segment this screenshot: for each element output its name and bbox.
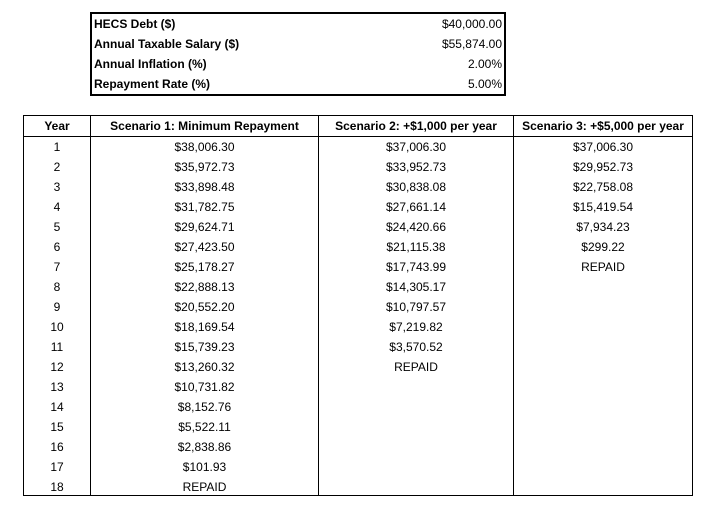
input-label: HECS Debt ($) xyxy=(94,17,176,31)
input-value: $55,874.00 xyxy=(441,37,502,51)
year-header: Year xyxy=(24,116,90,137)
scenario-1-balance-cell: $25,178.27 xyxy=(174,260,235,274)
scenario-1-balance-cell: $10,731.82 xyxy=(174,380,235,394)
year-cell: 9 xyxy=(53,300,61,314)
scenario-2-balance-cell: $7,219.82 xyxy=(389,320,443,334)
year-cell: 18 xyxy=(50,480,64,494)
scenario-1-balance-cell: $38,006.30 xyxy=(174,140,235,154)
input-row-salary xyxy=(92,34,504,54)
scenario-2-balance-cell: $3,570.52 xyxy=(389,340,443,354)
year-cell: 7 xyxy=(53,260,61,274)
scenario-1-balance-cell: REPAID xyxy=(182,480,227,494)
year-cell: 2 xyxy=(53,160,61,174)
scenario-2-balance-cell: $21,115.38 xyxy=(386,240,446,254)
scenario-1-balance-cell: $15,739.23 xyxy=(174,340,235,354)
input-row-hecs-debt xyxy=(92,14,504,34)
scenario-1-balance-cell: $13,260.32 xyxy=(174,360,235,374)
input-row-repayment-rate xyxy=(92,74,504,94)
scenario-1-balance-cell: $22,888.13 xyxy=(174,280,235,294)
scenario-1-balance-cell: $18,169.54 xyxy=(174,320,235,334)
input-label: Repayment Rate (%) xyxy=(94,77,211,91)
scenario-1-balance-cell: $35,972.73 xyxy=(174,160,235,174)
input-label: Annual Inflation (%) xyxy=(94,57,207,71)
input-value: 2.00% xyxy=(467,57,502,71)
input-row-inflation xyxy=(92,54,504,74)
scenario-3-balance-cell: REPAID xyxy=(581,260,625,274)
year-cell: 14 xyxy=(50,400,64,414)
scenario-2-balance-cell: $10,797.57 xyxy=(385,300,447,314)
scenario-table xyxy=(23,115,693,496)
scenario-2-balance-cell: $30,838.08 xyxy=(385,180,447,194)
scenario-3-balance-cell: $7,934.23 xyxy=(576,220,630,234)
scenario-2-balance-cell: $14,305.17 xyxy=(385,280,447,294)
year-cell: 8 xyxy=(53,280,61,294)
year-cell: 12 xyxy=(50,360,64,374)
input-value: $40,000.00 xyxy=(441,17,502,31)
scenario-1-balance-cell: $33,898.48 xyxy=(174,180,235,194)
input-label: Annual Taxable Salary ($) xyxy=(94,37,240,51)
year-cell: 1 xyxy=(53,140,61,154)
year-cell: 15 xyxy=(50,420,64,434)
scenario-1-header: Scenario 1: Minimum Repayment xyxy=(91,116,318,137)
year-cell: 4 xyxy=(53,200,61,214)
scenario-3-balance-cell: $299.22 xyxy=(581,240,625,254)
scenario-3-balance-cell: $15,419.54 xyxy=(572,200,634,214)
year-cell: 16 xyxy=(50,440,64,454)
scenario-2-balance-cell: $27,661.14 xyxy=(385,200,447,214)
scenario-2-balance-cell: $37,006.30 xyxy=(385,140,447,154)
input-value: 5.00% xyxy=(467,77,502,91)
scenario-1-balance-cell: $20,552.20 xyxy=(174,300,235,314)
scenario-2-column xyxy=(319,116,514,495)
year-column xyxy=(24,116,91,495)
year-cell: 6 xyxy=(53,240,61,254)
scenario-3-balance-cell: $29,952.73 xyxy=(572,160,634,174)
scenario-1-balance-cell: $5,522.11 xyxy=(178,420,231,434)
scenario-1-balance-cell: $27,423.50 xyxy=(174,240,235,254)
inputs-table xyxy=(90,12,506,96)
scenario-2-header: Scenario 2: +$1,000 per year xyxy=(319,116,513,137)
scenario-1-column xyxy=(91,116,319,495)
year-cell: 3 xyxy=(53,180,61,194)
scenario-1-balance-cell: $29,624.71 xyxy=(174,220,235,234)
scenario-1-balance-cell: $8,152.76 xyxy=(177,400,232,414)
year-cell: 11 xyxy=(50,340,64,354)
year-cell: 5 xyxy=(53,220,61,234)
scenario-2-balance-cell: $17,743.99 xyxy=(385,260,447,274)
scenario-2-balance-cell: REPAID xyxy=(394,360,438,374)
scenario-1-balance-cell: $101.93 xyxy=(182,460,227,474)
year-cell: 17 xyxy=(50,460,64,474)
year-cell: 13 xyxy=(50,380,64,394)
scenario-2-balance-cell: $24,420.66 xyxy=(385,220,447,234)
year-cell: 10 xyxy=(50,320,64,334)
scenario-2-balance-cell: $33,952.73 xyxy=(385,160,447,174)
scenario-3-header: Scenario 3: +$5,000 per year xyxy=(514,116,692,137)
scenario-3-column xyxy=(514,116,692,495)
scenario-3-balance-cell: $22,758.08 xyxy=(572,180,634,194)
scenario-3-balance-cell: $37,006.30 xyxy=(572,140,634,154)
scenario-1-balance-cell: $2,838.86 xyxy=(177,440,232,454)
scenario-1-balance-cell: $31,782.75 xyxy=(174,200,235,214)
